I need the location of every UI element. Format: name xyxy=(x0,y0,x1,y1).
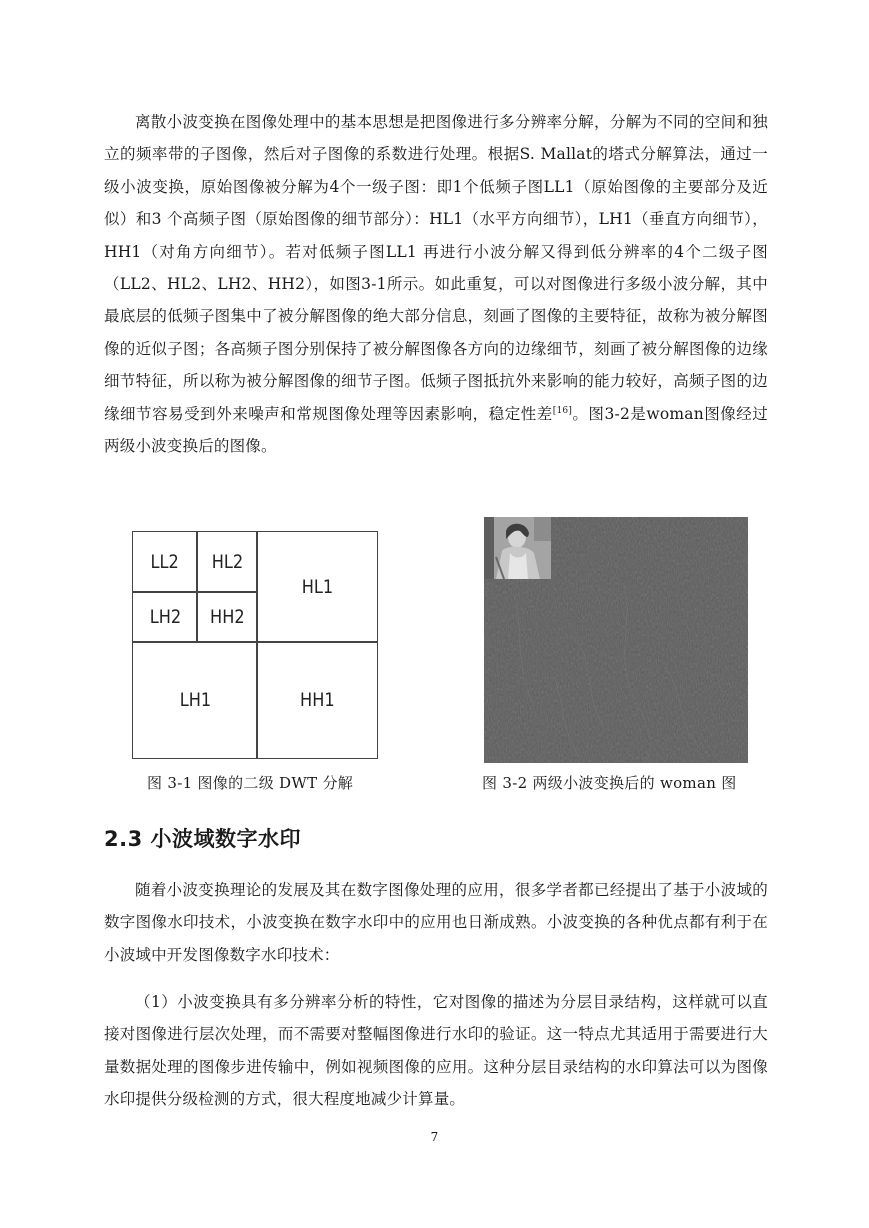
figure-woman-wavelet-image xyxy=(484,517,748,763)
subband-hl2: HL2 xyxy=(196,531,258,593)
paragraph-text: 。图3-2是woman图像经过两级小波变换后的图像。 xyxy=(104,404,768,456)
figure-caption-dwt: 图 3-1 图像的二级 DWT 分解 xyxy=(147,774,354,792)
figure-dwt-diagram xyxy=(132,531,378,759)
paragraph-wavelet-watermark: 随着小波变换理论的发展及其在数字图像处理的应用，很多学者都已经提出了基于小波域的数字图像水印技术，小波变换在数字水印中的应用也日渐成熟。小波变换的各种优点都有利于在小波域中开发图像数字水印技术： xyxy=(104,881,768,964)
approximation-subimage xyxy=(484,517,551,579)
figure-caption-woman: 图 3-2 两级小波变换后的 woman 图 xyxy=(482,774,737,792)
section-title: 2.3 小波域数字水印 xyxy=(104,827,302,851)
subband-lh2: LH2 xyxy=(132,591,198,643)
subband-ll2: LL2 xyxy=(132,531,198,593)
citation-ref[interactable]: [16] xyxy=(552,405,573,416)
page-number: 7 xyxy=(430,1130,439,1144)
subband-hh1: HH1 xyxy=(256,641,378,759)
subband-hl1: HL1 xyxy=(256,531,378,643)
subband-lh1: LH1 xyxy=(132,641,258,759)
woman-thumbnail xyxy=(484,517,551,579)
subband-hh2: HH2 xyxy=(196,591,258,643)
paragraph-text: 离散小波变换在图像处理中的基本思想是把图像进行多分辨率分解，分解为不同的空间和独立的频率带的子图像，然后对子图像的系数进行处理。根据S. Mallat的塔式分解算法，通过一级小波变换，原始图像被分解为4个一级子图：即1个低频子图LL1（原始图像的主要部分及近似）和3 个高频子图（原始图像的细节部分）：HL1（水平方向细节），LH1（垂直方向细节），HH1（对角方向细节）。若对低频子图LL1 再进行小波分解又得到低分辨率的4个二级子图（LL2、HL2、LH2、HH2），如图3-1所示。如此重复，可以对图像进行多级小波分解，其中最底层的低频子图集中了被分解图像的绝大部分信息，刻画了图像的主要特征，故称为被分解图像的近似子图；各高频子图分别保持了被分解图像各方向的边缘细节，刻画了被分解图像的边缘细节特征，所以称为被分解图像的细节子图。低频子图抵抗外来影响的能力较好，高频子图的边缘细节容易受到外来噪声和常规图像处理等因素影响，稳定性差 xyxy=(104,113,768,423)
paragraph-advantage-1: （1）小波变换具有多分辨率分析的特性，它对图像的描述为分层目录结构，这样就可以直接对图像进行层次处理，而不需要对整幅图像进行水印的验证。这一特点尤其适用于需要进行大量数据处理的图像步进传输中，例如视频图像的应用。这种分层目录结构的水印算法可以为图像水印提供分级检测的方式，很大程度地减少计算量。 xyxy=(104,993,768,1109)
paragraph-dwt-intro xyxy=(104,106,768,462)
